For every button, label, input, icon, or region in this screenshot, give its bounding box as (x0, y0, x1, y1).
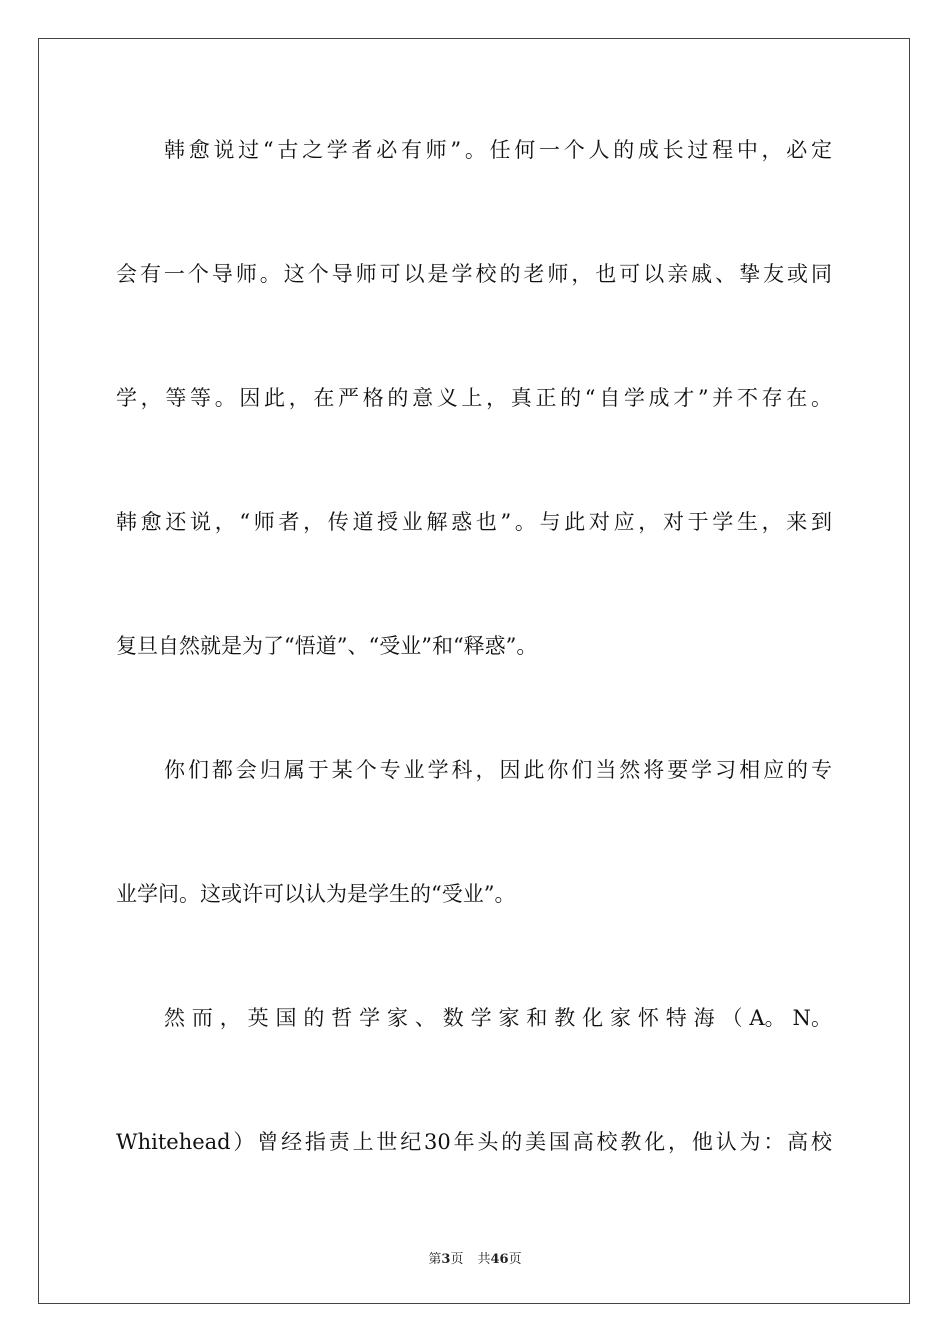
footer-page-number: 3 (441, 1252, 451, 1267)
text-line: 你们都会归属于某个专业学科，因此你们当然将要学习相应的专 (164, 758, 832, 782)
text-line: 然 而 ， 英 国 的 哲 学 家 、 数 学 家 和 教 化 家 怀 特 海 （ A。 N。 (164, 1006, 832, 1030)
text-line: 业学问。这或许可以认为是学生的“受业”。 (116, 882, 516, 906)
page-footer (0, 1248, 950, 1267)
text-line: 学，等等。因此，在严格的意义上，真正的“自学成才”并不存在。 (116, 386, 832, 410)
footer-total-prefix: 共 (477, 1252, 491, 1267)
footer-total-pages: 46 (490, 1252, 509, 1267)
text-line: 复旦自然就是为了“悟道”、“受业”和“释惑”。 (116, 634, 538, 658)
footer-page-prefix: 第 (428, 1252, 442, 1267)
text-line: Whitehead）曾经指责上世纪30年头的美国高校教化，他认为：高校 (116, 1130, 832, 1154)
document-body (116, 100, 832, 1216)
text-line: 韩愈说过“古之学者必有师”。任何一个人的成长过程中，必定 (164, 138, 832, 162)
footer-page-suffix: 页 (450, 1252, 464, 1267)
text-line: 会有一个导师。这个导师可以是学校的老师，也可以亲戚、挚友或同 (116, 262, 832, 286)
text-line: 韩愈还说，“师者，传道授业解惑也”。与此对应，对于学生，来到 (116, 510, 832, 534)
footer-total-suffix: 页 (508, 1252, 522, 1267)
